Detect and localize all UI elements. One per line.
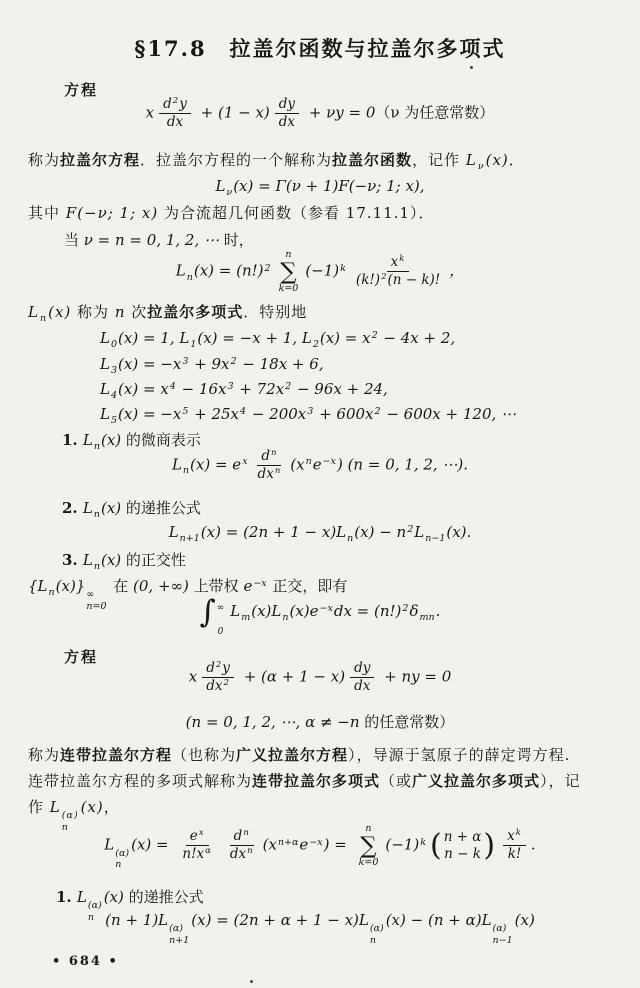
section-title: §17.8 拉盖尔函数与拉盖尔多项式 bbox=[134, 36, 506, 61]
equation-laguerre-ode: x $\frac{d^2y}{dx}$ + (1 − x) $\frac{dy}{dx}$ + νy = 0（ν 为任意常数） bbox=[145, 96, 495, 130]
scan-speck bbox=[250, 980, 253, 983]
scan-speck bbox=[470, 66, 473, 69]
paragraph-hypergeometric-note: 其中 F(−ν; 1; x) 为合流超几何函数（参看 17.11.1）． bbox=[28, 204, 435, 222]
equation-associated-laguerre-ode: x $\frac{d^2y}{dx^2}$ + (α + 1 − x) $\frac{dy}{dx}$ + ny = 0 bbox=[188, 660, 452, 694]
equation-orthogonality-integral: ∫ ∞ 0 $L_m(x)L_n(x)e^{-x}dx = (n!)^2\delta_{mn}$. bbox=[199, 593, 441, 637]
item-heading-derivative-representation: 1. $L_n(x)$ 的微商表示 bbox=[62, 431, 201, 452]
paragraph-associated-equation-line2: 连带拉盖尔方程的多项式解称为连带拉盖尔多项式（或广义拉盖尔多项式），记 bbox=[28, 772, 581, 790]
paragraph-associated-equation-line3: 作 L (α) n (x)， bbox=[28, 798, 120, 833]
paragraph-laguerre-definition: 称为拉盖尔方程．拉盖尔方程的一个解称为拉盖尔函数，记作 $L_\nu(x)$． bbox=[28, 151, 525, 172]
equation-recurrence: $L_{n+1}(x) = (2n + 1 - x)L_n(x) - n^2L_{n-1}(x)$. bbox=[168, 523, 472, 544]
equation-polynomial-L4: $L_4(x) = x^4 - 16x^3 + 72x^2 - 96x + 24$, bbox=[100, 380, 388, 401]
item-heading-orthogonality: 3. $L_n(x)$ 的正交性 bbox=[62, 551, 186, 572]
paragraph-associated-equation-line1: 称为连带拉盖尔方程（也称为广义拉盖尔方程），导源于氢原子的薛定谔方程. bbox=[28, 746, 571, 764]
equation-polynomial-L3: $L_3(x) = -x^3 + 9x^2 - 18x + 6$, bbox=[100, 355, 324, 376]
equation-laguerre-polynomial-sum: $L_n(x) = (n!)^2$ n ∑ k=0 $(-1)^k$ $\frac{x^k}{(k!)^2(n - k)!}$ ， bbox=[175, 249, 465, 294]
item-heading-recurrence-formula: 2. $L_n(x)$ 的递推公式 bbox=[62, 499, 201, 520]
line-when-nu-equals-n: 当 ν = n = 0, 1, 2, ⋯ 时， bbox=[64, 231, 254, 249]
equation-derivative-representation: $L_n(x) = e^x$ $\frac{d^n}{dx^n}$ $(x^ne^{-x}) (n = 0$, 1, 2, ⋯). bbox=[171, 448, 469, 482]
line-parameter-condition: (n = 0, 1, 2, ⋯, α ≠ −n 的任意常数） bbox=[185, 713, 455, 731]
equation-laguerre-function: $L_\nu(x) = \Gamma(\nu + 1)F(-\nu$; 1; x), bbox=[215, 177, 425, 198]
equation-polynomial-L5: $L_5(x) = -x^5 + 25x^4 - 200x^3 + 600x^2 - 600x + 120$, ⋯ bbox=[100, 405, 517, 426]
page-number: • 684 • bbox=[52, 954, 119, 969]
lead-word-equation-2: 方程 bbox=[64, 648, 99, 666]
equation-associated-recurrence: (n + 1)L (α) n+1 (x) = (2n + α + 1 − x)L (α) n (x) − (n + α)L (α) n−1 (x) bbox=[105, 911, 535, 946]
line-orthogonality-statement: $\{L_n(x)\}$ ∞ n=0 在 (0, +∞) 上带权 $e^{-x}$ 正交，即有 bbox=[28, 577, 348, 612]
equation-polynomials-L0-L2: $L_0(x) = 1$, $L_1(x) = -x + 1$, $L_2(x) = x^2 - 4x + 2$, bbox=[100, 329, 456, 350]
paragraph-polynomial-name: $L_n(x)$ 称为 n 次拉盖尔多项式．特别地 bbox=[28, 303, 308, 324]
lead-word-equation-1: 方程 bbox=[64, 81, 99, 99]
equation-associated-laguerre-polynomial: L (α) n (x) = $\frac{e^x}{n!x^\alpha}$ $\frac{d^n}{dx^n}$ $(x^{n+\alpha}e^{-x})$ = n ∑ k=0 $(-1)^k$ ( n + α n − k ) $\frac{x^k}{k!}$ . bbox=[104, 823, 536, 871]
item-heading-associated-recurrence: 1. L (α) n (x) 的递推公式 bbox=[56, 888, 204, 923]
